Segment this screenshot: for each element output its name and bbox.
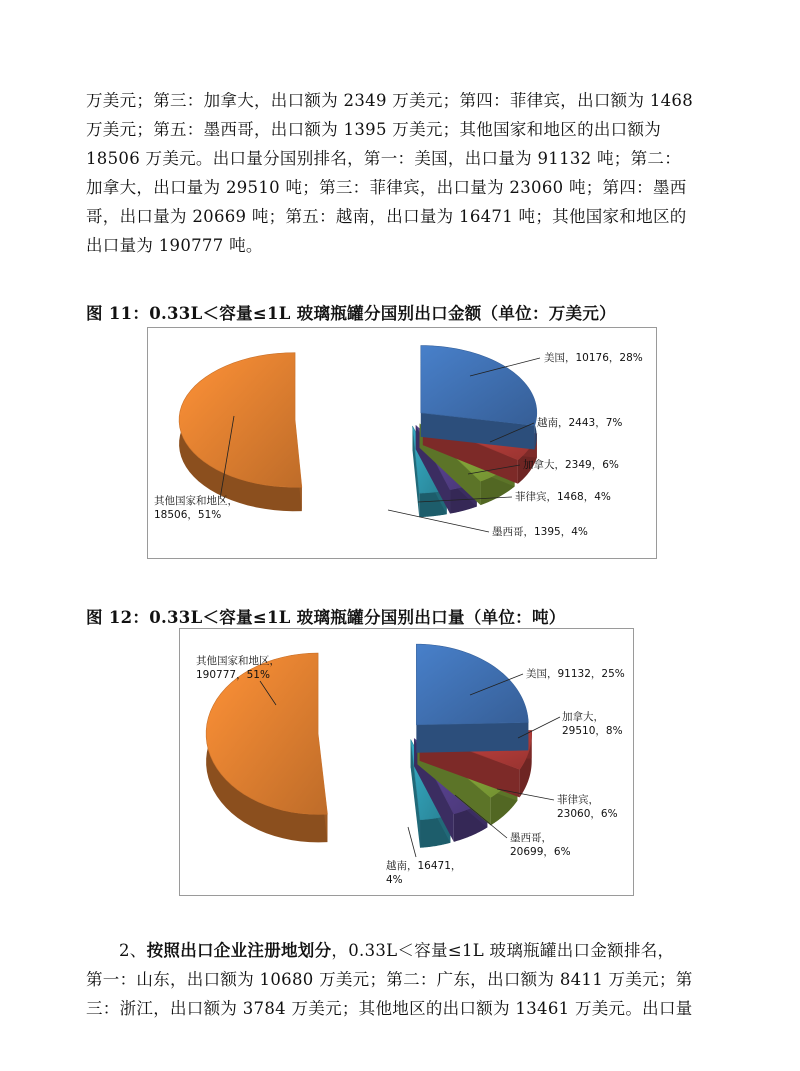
section-text: ，0.33L＜容量≤1L 玻璃瓶罐出口金额排名， — [331, 941, 675, 960]
section-number: 2、 — [119, 941, 147, 960]
chart-export-volume — [180, 629, 633, 895]
top-paragraph — [86, 86, 724, 260]
text-line: 18506 万美元。出口量分国别排名，第一：美国，出口量为 91132 吨；第二： — [86, 149, 682, 168]
text-line: 加拿大，出口量为 29510 吨；第三：菲律宾，出口量为 23060 吨；第四：墨西 — [86, 178, 687, 197]
pie-slice-其他国家和地区 — [179, 353, 302, 512]
data-label: 墨西哥， 20699，6% — [510, 832, 571, 858]
chart-export-value — [148, 328, 656, 558]
data-label: 美国，91132，25% — [526, 668, 625, 680]
pie-slice-美国 — [421, 346, 537, 450]
data-label: 加拿大， 29510，8% — [562, 711, 623, 737]
pie-slice-top — [421, 346, 537, 426]
data-label: 墨西哥，1395，4% — [492, 526, 588, 538]
data-label: 美国，10176，28% — [544, 352, 643, 364]
section-heading: 按照出口企业注册地划分 — [146, 941, 332, 960]
text-line: 三：浙江，出口额为 3784 万美元；其他地区的出口额为 13461 万美元。出口量 — [86, 999, 693, 1018]
text-line: 第一：山东，出口额为 10680 万美元；第二：广东，出口额为 8411 万美元；第 — [86, 970, 693, 989]
figure-12-caption: 图 12：0.33L＜容量≤1L 玻璃瓶罐分国别出口量（单位：吨） — [86, 608, 566, 627]
text-line: 万美元；第五：墨西哥，出口额为 1395 万美元；其他国家和地区的出口额为 — [86, 120, 662, 139]
data-label: 菲律宾， 23060，6% — [557, 794, 618, 820]
pie-slice-美国 — [416, 644, 528, 753]
data-label: 越南，16471， 4% — [386, 860, 462, 886]
text-line: 出口量为 190777 吨。 — [86, 236, 263, 255]
data-label: 加拿大，2349，6% — [523, 459, 619, 471]
data-label: 其他国家和地区， 18506，51% — [154, 495, 238, 521]
data-label: 菲律宾，1468，4% — [515, 491, 611, 503]
pie-slice-top — [416, 644, 528, 725]
pie-slice-face — [416, 722, 528, 752]
text-line: 万美元；第三：加拿大，出口额为 2349 万美元；第四：菲律宾，出口额为 1468 — [86, 91, 694, 110]
data-label: 其他国家和地区， 190777，51% — [196, 655, 280, 681]
data-label: 越南，2443，7% — [537, 417, 623, 429]
text-line: 哥，出口量为 20669 吨；第五：越南，出口量为 16471 吨；其他国家和地区的 — [86, 207, 687, 226]
figure-12-chart — [179, 628, 634, 896]
leader-line — [408, 827, 416, 857]
pie-slice-其他国家和地区 — [206, 653, 327, 842]
figure-11-caption: 图 11：0.33L＜容量≤1L 玻璃瓶罐分国别出口金额（单位：万美元） — [86, 304, 616, 323]
bottom-paragraph — [86, 936, 724, 1023]
figure-11-chart — [147, 327, 657, 559]
text-line — [86, 936, 724, 965]
